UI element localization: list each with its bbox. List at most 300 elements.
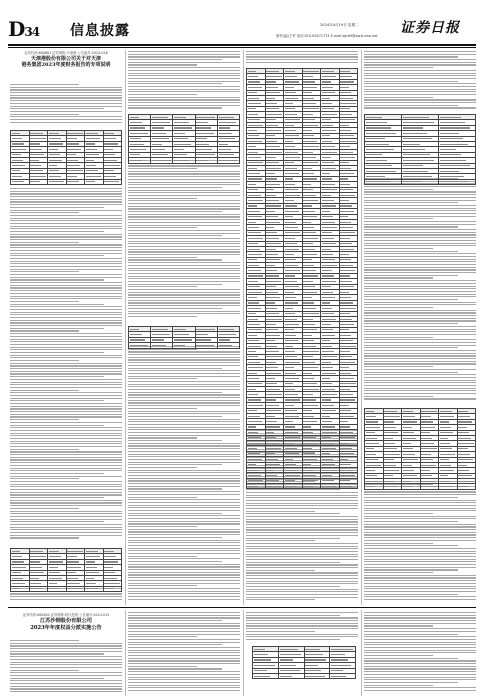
cell-text [174,133,185,134]
text-line [10,678,104,679]
text-line [10,220,122,221]
text-line [364,299,458,300]
text-line [246,551,358,552]
cell-text [285,351,295,352]
text-line [128,634,240,635]
text-line [128,488,222,489]
cell-text [266,426,279,427]
table-cell [29,586,48,591]
cell-text [403,171,428,172]
cell-text [266,421,277,422]
text-column-4b [364,178,476,404]
text-line [128,349,197,350]
text-line [364,572,433,573]
text-line [246,548,358,549]
cell-text [322,205,336,206]
text-line [10,314,122,315]
text-line [10,408,122,409]
text-column-2c [128,346,240,604]
text-line [10,659,122,660]
text-line [364,594,458,595]
cell-text [322,367,334,368]
cell-text [458,465,467,466]
cell-text [174,345,185,346]
cell-text [303,232,316,233]
cell-text [248,383,262,384]
text-line [246,567,358,568]
cell-text [49,561,64,562]
text-line [128,179,240,180]
text-line [10,274,122,275]
text-line [364,253,476,254]
text-line [128,585,197,586]
cell-text [303,470,313,471]
text-line [364,208,476,209]
cell-text [340,200,349,201]
text-line [10,212,79,213]
text-line [128,400,240,401]
cell-text [421,475,432,476]
table-row [253,673,356,678]
cell-text [285,319,297,320]
text-line [10,207,104,208]
text-line [246,559,358,560]
cell-text [285,443,295,444]
cell-text [322,243,336,244]
text-column-bottom-1 [10,640,122,694]
text-line [128,246,240,247]
text-line [10,376,104,377]
table-cell [439,179,476,184]
text-line [364,202,458,203]
text-line [128,365,240,366]
text-line [364,388,476,389]
text-line [128,577,240,578]
text-line [364,642,476,643]
cell-text [403,416,415,417]
cell-text [340,162,349,163]
text-line [364,377,476,378]
text-line [128,227,197,228]
text-line [10,521,104,522]
cell-text [303,130,312,131]
cell-text [104,176,116,177]
cell-text [30,165,41,166]
table-cell [195,343,217,348]
cell-text [248,189,259,190]
text-line [364,210,476,211]
text-line [10,662,122,663]
text-line [10,513,122,514]
cell-text [248,410,257,411]
cell-text [366,154,383,155]
cell-text [285,189,298,190]
cell-text [49,181,64,182]
cell-text [366,486,374,487]
cell-text [174,138,188,139]
text-line [10,648,122,649]
text-line [128,91,240,92]
cell-text [322,464,335,465]
cell-text [12,551,20,552]
text-line [364,277,433,278]
text-line [246,581,358,582]
text-line [128,655,240,656]
text-line [10,645,122,646]
table-row [11,586,122,591]
article-code-line: 证券代码:600681 证券简称:天津港 公告编号:2024-016 [24,51,108,55]
text-line [364,205,476,206]
cell-text [322,437,332,438]
cell-text [12,143,24,144]
cell-text [196,144,209,145]
text-line [364,94,476,95]
text-line [364,494,476,495]
cell-text [67,578,78,579]
text-line [128,685,240,686]
text-line [10,686,122,687]
cell-text [285,410,297,411]
text-line [128,647,240,648]
cell-text [266,87,278,88]
text-line [364,660,476,661]
cell-text [285,448,297,449]
cell-text [248,87,263,88]
cell-text [266,335,280,336]
text-line [128,99,240,100]
text-line [10,524,122,525]
text-line [364,677,476,678]
cell-text [248,432,259,433]
cell-text [303,259,311,260]
cell-text [322,222,335,223]
text-line [128,583,240,584]
text-line [364,323,458,324]
page-letter: D [8,17,25,41]
text-line [246,570,315,571]
cell-text [403,133,427,134]
cell-text [403,149,425,150]
cell-text [366,127,392,128]
text-line [128,591,240,592]
cell-text [248,103,262,104]
text-column-1 [10,84,122,126]
cell-text [322,130,336,131]
cell-text [340,281,352,282]
text-line [10,269,122,270]
text-line [10,287,122,288]
cell-text [152,149,165,150]
text-line [10,218,122,219]
cell-text [440,432,454,433]
text-line [128,192,240,193]
cell-text [331,670,343,671]
cell-text [219,339,230,340]
cell-text [285,152,298,153]
text-line [364,615,476,616]
cell-text [384,421,394,422]
cell-text [366,181,390,182]
text-line [364,668,476,669]
cell-text [266,308,277,309]
cell-text [248,152,259,153]
text-line [128,86,240,87]
text-line [364,671,476,672]
text-line [128,392,222,393]
cell-text [266,389,279,390]
text-line [10,414,122,415]
cell-text [266,81,276,82]
cell-text [340,222,350,223]
cell-text [67,176,77,177]
text-line [10,593,122,594]
cell-text [174,122,189,123]
text-line [364,329,476,330]
text-line [364,345,476,346]
cell-text [458,454,470,455]
cell-text [305,665,318,666]
text-line [364,304,476,305]
text-line [364,382,476,383]
text-line [364,529,476,530]
cell-text [196,329,214,330]
cell-text [67,567,81,568]
cell-text [322,76,337,77]
cell-text [458,416,470,417]
text-line [364,89,476,90]
text-line [128,615,240,616]
text-line [128,354,240,355]
cell-text [403,475,417,476]
table-row [247,484,358,489]
text-line [10,234,122,235]
cell-text [266,399,276,400]
cell-text [104,181,118,182]
text-line [364,575,476,576]
cell-text [219,133,233,134]
cell-text [366,427,381,428]
cell-text [322,98,330,99]
cell-text [266,329,278,330]
cell-text [266,173,275,174]
cell-text [303,227,313,228]
cell-text [130,122,142,123]
cell-text [440,138,463,139]
cell-text [12,583,26,584]
text-line [364,553,476,554]
text-line [364,559,476,560]
cell-text [384,459,394,460]
cell-text [303,222,311,223]
cell-text [49,578,63,579]
cell-text [248,416,260,417]
cell-text [266,259,280,260]
text-line [128,405,240,406]
text-line [364,636,476,637]
cell-text [266,313,279,314]
text-line [128,480,240,481]
cell-text [384,438,393,439]
cell-text [340,319,352,320]
table-cell [278,673,304,678]
cell-text [266,394,282,395]
text-line [364,280,476,281]
table-cell [402,179,439,184]
text-line [10,373,122,374]
cell-text [322,103,332,104]
text-line [128,545,240,546]
cell-text [285,292,294,293]
cell-text [303,297,311,298]
cell-text [340,416,353,417]
cell-text [285,486,297,487]
text-line [10,398,122,399]
cell-text [303,211,314,212]
text-line [364,363,476,364]
text-line [364,586,476,587]
text-line [10,258,122,259]
cell-text [248,146,256,147]
text-line [364,291,476,292]
cell-text [266,432,274,433]
cell-text [248,378,260,379]
cell-text [49,170,59,171]
text-line [364,97,433,98]
text-line [364,353,476,354]
cell-text [49,583,57,584]
cell-text [322,108,335,109]
text-line [10,333,122,334]
text-line [128,416,222,417]
text-line [128,206,240,207]
cell-text [285,184,296,185]
cell-text [285,227,298,228]
text-line [128,219,240,220]
text-line [10,271,79,272]
cell-text [86,149,97,150]
cell-text [67,165,80,166]
cell-text [322,426,335,427]
cell-text [254,665,275,666]
cell-text [248,302,259,303]
cell-text [285,362,300,363]
cell-text [248,399,261,400]
text-line [246,503,358,504]
text-line [10,116,122,117]
cell-text [322,125,334,126]
text-line [246,495,358,496]
text-line [10,400,104,401]
text-line [10,422,122,423]
text-line [364,690,476,691]
text-line [128,78,240,79]
text-line [10,263,122,264]
cell-text [458,448,468,449]
cell-text [403,438,417,439]
text-line [10,419,79,420]
text-line [128,373,240,374]
text-line [128,617,240,618]
text-line [364,288,476,289]
text-line [364,75,476,76]
text-line [128,682,240,683]
text-line [128,569,240,570]
cell-text [67,170,82,171]
cell-text [303,87,317,88]
cell-text [303,108,318,109]
cell-text [285,356,298,357]
cell-text [285,421,293,422]
text-line [364,318,476,319]
cell-text [219,160,237,161]
cell-text [303,389,319,390]
cell-text [403,448,413,449]
cell-text [86,160,94,161]
cell-text [322,313,334,314]
cell-text [285,249,299,250]
table-cell [151,158,173,163]
text-line [128,419,240,420]
cell-text [303,265,314,266]
text-line [128,351,240,352]
section-divider [8,607,476,608]
cell-text [303,254,317,255]
cell-text [322,378,330,379]
text-line [10,296,122,297]
text-line [128,216,240,217]
cell-text [340,216,348,217]
cell-text [340,367,349,368]
cell-text [322,265,338,266]
text-line [364,315,476,316]
text-line [246,540,315,541]
cell-text [303,486,312,487]
cell-text [340,394,352,395]
text-line [364,334,476,335]
cell-text [266,470,274,471]
text-line [364,658,458,659]
cell-text [340,421,348,422]
cell-text [86,181,95,182]
cell-text [266,162,278,163]
cell-text [86,583,96,584]
text-line [364,380,476,381]
text-line [128,259,222,260]
cell-text [303,152,313,153]
cell-text [130,339,145,340]
cell-text [285,394,298,395]
cell-text [248,157,261,158]
text-line [128,235,222,236]
text-line [10,317,122,318]
cell-text [331,654,345,655]
text-line [364,393,476,394]
cell-text [303,421,316,422]
cell-text [30,583,41,584]
cell-text [104,138,116,139]
cell-text [340,356,352,357]
cell-text [303,195,315,196]
cell-text [303,205,312,206]
cell-text [340,71,350,72]
cell-text [303,399,315,400]
text-line [246,532,358,533]
text-line [128,203,240,204]
text-line [10,457,122,458]
text-line [128,270,240,271]
text-line [128,448,240,449]
cell-text [285,373,297,374]
